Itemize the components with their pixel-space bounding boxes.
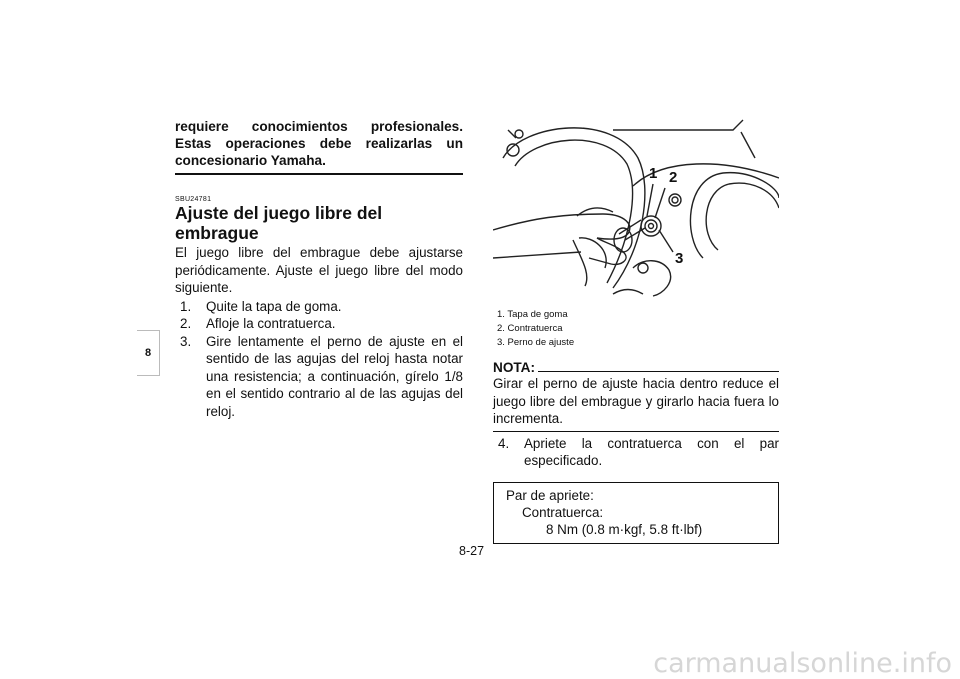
step-number: 3. — [180, 333, 192, 349]
right-column — [493, 118, 779, 544]
step-item — [493, 435, 779, 470]
caption-item: 1. Tapa de goma — [497, 309, 568, 320]
step-text: Apriete la contratuerca con el par especificado. — [524, 435, 779, 468]
step-item — [175, 333, 463, 421]
warning-text: requiere conocimientos profesionales. Estas operaciones debe realizarlas un concesionario Yamaha. — [175, 118, 463, 175]
page-number: 8-27 — [459, 544, 485, 558]
intro-paragraph: El juego libre del embrague debe ajustarse periódicamente. Ajuste el juego libre del modo siguiente. — [175, 245, 463, 295]
clutch-illustration — [493, 118, 779, 298]
left-column — [175, 118, 463, 420]
step-text: Afloje la contratuerca. — [206, 316, 336, 331]
spec-part: Contratuerca: — [522, 504, 604, 520]
nota-header — [493, 360, 779, 375]
step-number: 2. — [180, 316, 192, 331]
step-text: Gire lentamente el perno de ajuste en el sentido de las agujas del reloj hasta notar una resistencia; a continuación, gírelo 1/8 en el sentido contrario al de las agujas del reloj. — [206, 333, 463, 419]
step-text: Quite la tapa de goma. — [206, 298, 342, 314]
spec-heading: Par de apriete: — [506, 487, 594, 503]
nota-rule — [538, 371, 779, 372]
caption-item: 3. Perno de ajuste — [497, 337, 575, 348]
spec-value: 8 Nm (0.8 m·kgf, 5.8 ft·lbf) — [546, 521, 703, 537]
callout-3: 3 — [675, 250, 684, 267]
torque-spec-box — [493, 482, 779, 544]
steps-list-continued — [493, 435, 779, 470]
figure-captions — [493, 308, 779, 350]
section-title: Ajuste del juego libre del embrague — [175, 203, 383, 243]
section-code: SBU24781 — [175, 196, 212, 203]
nota-text: Girar el perno de ajuste hacia dentro reduce el juego libre del embrague y girarlo hacia fuera lo incrementa. — [493, 375, 779, 432]
clutch-drawing — [493, 118, 779, 298]
caption-item: 2. Contratuerca — [497, 323, 563, 334]
watermark: carmanualsonline.info — [653, 648, 952, 679]
step-number: 4. — [498, 435, 510, 451]
step-item — [175, 298, 463, 316]
callout-1: 1 — [649, 165, 658, 182]
step-item — [175, 315, 463, 333]
steps-list — [175, 298, 463, 421]
callout-2: 2 — [669, 169, 678, 186]
step-number: 1. — [180, 298, 192, 314]
nota-label: NOTA: — [493, 360, 536, 375]
chapter-tab: 8 — [137, 330, 160, 376]
